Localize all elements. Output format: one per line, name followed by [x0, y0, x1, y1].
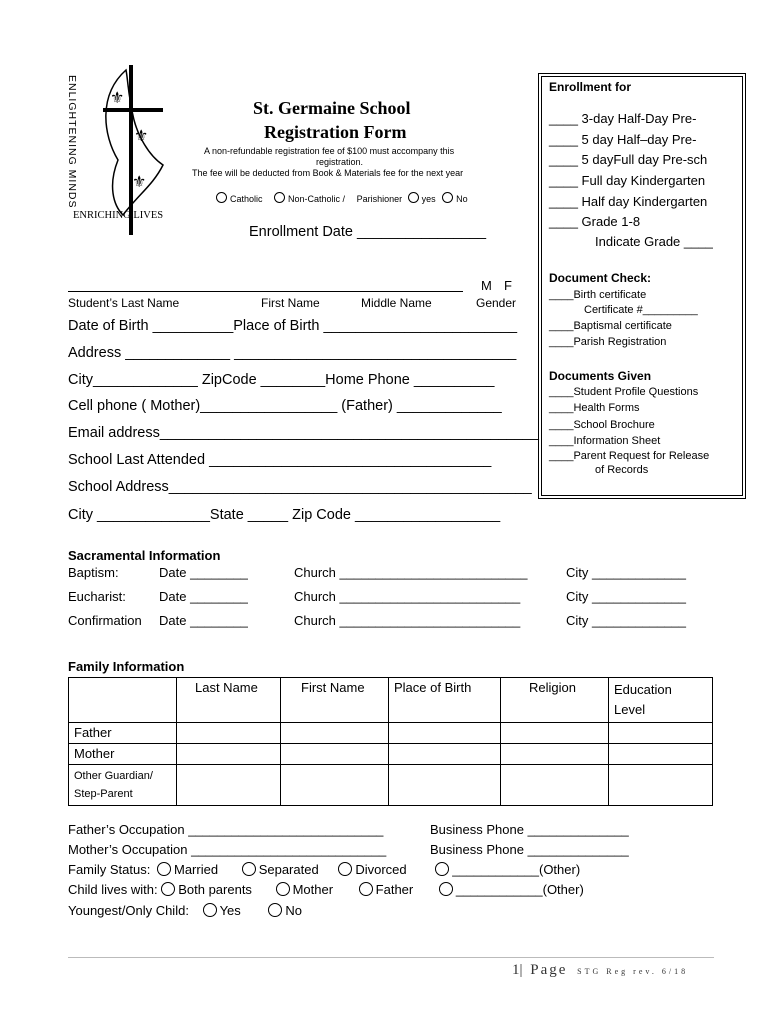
sacrament-city-field[interactable]: City _____________ — [566, 613, 686, 628]
doc-given-item[interactable]: ____School Brochure — [549, 419, 655, 431]
parishioner-label: Parishioner — [356, 194, 403, 204]
non-catholic-radio[interactable] — [274, 192, 285, 203]
enrollment-option[interactable]: ____ Full day Kindergarten — [549, 173, 706, 188]
business-phone-field[interactable]: Business Phone ______________ — [430, 822, 629, 837]
sacrament-label: Baptism: — [68, 565, 119, 580]
logo-motto-vertical: ENLIGHTENING MINDS — [66, 75, 78, 209]
fee-notice-line1: A non-refundable registration fee of $100 must accompany this — [204, 146, 455, 156]
youngest-label: Youngest/Only Child: — [68, 903, 189, 918]
parishioner-yes-radio[interactable] — [408, 192, 419, 203]
fathers-occupation-field[interactable]: Father’s Occupation ___________________________ — [68, 822, 384, 837]
youngest-no-radio[interactable] — [268, 903, 282, 917]
table-header-cell: Education Level — [609, 678, 713, 723]
table-header-cell: Place of Birth — [389, 678, 501, 723]
option-label: ____________(Other) — [452, 862, 581, 877]
sacrament-church-field[interactable]: Church _________________________ — [294, 613, 521, 628]
family-status-label: Family Status: — [68, 862, 151, 877]
family-status-row — [68, 862, 580, 877]
other-lives-radio[interactable] — [439, 882, 453, 896]
religion-options — [216, 192, 468, 204]
table-header-cell: First Name — [281, 678, 389, 723]
table-cell[interactable] — [609, 744, 713, 765]
option-label: Father — [375, 882, 414, 897]
enrollment-option[interactable]: ____ Grade 1-8 — [549, 214, 641, 229]
email-field[interactable]: Email address_______________________________________________ — [68, 425, 539, 441]
doc-check-item[interactable]: ____Parish Registration — [549, 336, 667, 348]
document-check-title: Document Check: — [549, 271, 652, 285]
sacrament-church-field[interactable]: Church _________________________ — [294, 589, 521, 604]
doc-given-item-cont: of Records — [595, 464, 649, 476]
catholic-label: Catholic — [230, 194, 263, 204]
student-name-line[interactable] — [68, 291, 463, 292]
table-cell[interactable] — [609, 723, 713, 744]
doc-given-item[interactable]: ____Information Sheet — [549, 435, 661, 447]
youngest-child-row — [68, 903, 302, 918]
option-label: ____________(Other) — [455, 882, 584, 897]
student-last-name-label: Student’s Last Name — [68, 296, 180, 310]
gender-m[interactable]: M — [481, 278, 492, 293]
date-of-birth-field[interactable]: Date of Birth __________Place of Birth ________________________ — [68, 318, 518, 334]
table-cell[interactable] — [177, 765, 281, 806]
table-cell[interactable] — [501, 723, 609, 744]
sacrament-date-field[interactable]: Date ________ — [159, 565, 248, 580]
non-catholic-label: Non-Catholic / — [288, 194, 346, 204]
documents-given-title: Documents Given — [549, 369, 652, 383]
doc-given-item[interactable]: ____Parent Request for Release — [549, 450, 710, 462]
first-name-label: First Name — [261, 296, 320, 310]
sacrament-church-field[interactable]: Church __________________________ — [294, 565, 528, 580]
catholic-radio[interactable] — [216, 192, 227, 203]
enrollment-option[interactable]: ____ 3-day Half-Day Pre- — [549, 111, 697, 126]
table-cell[interactable] — [177, 744, 281, 765]
option-label: Married — [173, 862, 219, 877]
enrollment-for-title: Enrollment for — [549, 80, 632, 94]
logo-motto-bottom: ENRICHING LIVES — [73, 210, 164, 221]
both-parents-radio[interactable] — [161, 882, 175, 896]
footer-divider — [68, 957, 714, 958]
certificate-number-field[interactable]: Certificate #_________ — [584, 304, 698, 316]
table-header-cell: Last Name — [177, 678, 281, 723]
city-zip-phone-field[interactable]: City_____________ ZipCode ________Home Phone __________ — [68, 372, 495, 388]
school-last-attended-field[interactable]: School Last Attended ___________________________________ — [68, 452, 492, 468]
table-cell[interactable] — [177, 723, 281, 744]
fee-notice-line3: The fee will be deducted from Book & Materials fee for the next year — [192, 168, 464, 178]
city-state-zip-field[interactable]: City ______________State _____ Zip Code __________________ — [68, 507, 501, 523]
business-phone-field[interactable]: Business Phone ______________ — [430, 842, 629, 857]
option-label: Mother — [292, 882, 334, 897]
address-field[interactable]: Address _____________ ___________________________________ — [68, 345, 517, 361]
parishioner-yes-label: yes — [421, 194, 436, 204]
row-label: Mother — [69, 744, 177, 765]
enrollment-option[interactable]: ____ Half day Kindergarten — [549, 194, 708, 209]
doc-given-item[interactable]: ____Student Profile Questions — [549, 386, 699, 398]
option-label: Separated — [258, 862, 319, 877]
other-status-radio[interactable] — [435, 862, 449, 876]
table-row — [69, 723, 713, 744]
divorced-radio[interactable] — [338, 862, 352, 876]
child-lives-row — [68, 882, 584, 897]
option-label: Yes — [219, 903, 241, 918]
table-cell[interactable] — [281, 744, 389, 765]
doc-check-item[interactable]: ____Birth certificate — [549, 289, 647, 301]
svg-text:⚜: ⚜ — [132, 172, 147, 191]
sacrament-label: Eucharist: — [68, 589, 126, 604]
parishioner-no-label: No — [456, 194, 468, 204]
table-cell[interactable] — [281, 723, 389, 744]
form-title: Registration Form — [264, 122, 407, 142]
row-label: Other Guardian/ Step-Parent — [69, 765, 177, 806]
child-lives-label: Child lives with: — [68, 882, 158, 897]
table-cell[interactable] — [501, 744, 609, 765]
table-cell[interactable] — [389, 723, 501, 744]
father-radio[interactable] — [359, 882, 373, 896]
table-cell[interactable] — [389, 744, 501, 765]
table-header-row — [69, 678, 713, 723]
cell-phone-field[interactable]: Cell phone ( Mother)_________________ (Father) _____________ — [68, 398, 502, 414]
page-footer — [512, 962, 688, 979]
table-row — [69, 744, 713, 765]
table-cell[interactable] — [501, 765, 609, 806]
table-cell[interactable] — [609, 765, 713, 806]
mother-radio[interactable] — [276, 882, 290, 896]
option-label: No — [285, 903, 303, 918]
svg-text:⚜: ⚜ — [134, 126, 149, 145]
indicate-grade-field[interactable]: Indicate Grade ____ — [595, 234, 713, 249]
table-header-cell: Religion — [501, 678, 609, 723]
sacrament-city-field[interactable]: City _____________ — [566, 565, 686, 580]
fee-notice-line2: registration. — [316, 157, 364, 167]
school-logo — [68, 65, 178, 240]
svg-text:⚜: ⚜ — [110, 88, 125, 107]
doc-given-item[interactable]: ____Health Forms — [549, 402, 640, 414]
table-cell[interactable] — [281, 765, 389, 806]
sacramental-title: Sacramental Information — [68, 548, 221, 563]
page-word: | Page — [519, 962, 568, 978]
mothers-occupation-field[interactable]: Mother’s Occupation ___________________________ — [68, 842, 387, 857]
gender-label: Gender — [476, 296, 517, 310]
table-cell[interactable] — [389, 765, 501, 806]
family-info-title: Family Information — [68, 659, 185, 674]
enrollment-option[interactable]: ____ 5 dayFull day Pre-sch — [549, 152, 708, 167]
parishioner-no-radio[interactable] — [442, 192, 453, 203]
school-address-field[interactable]: School Address_____________________________________________ — [68, 479, 532, 495]
option-label: Both parents — [178, 882, 252, 897]
option-label: Divorced — [355, 862, 407, 877]
school-name: St. Germaine School — [253, 98, 411, 118]
gender-f[interactable]: F — [504, 278, 512, 293]
sacrament-city-field[interactable]: City _____________ — [566, 589, 686, 604]
middle-name-label: Middle Name — [361, 296, 432, 310]
separated-radio[interactable] — [242, 862, 256, 876]
table-row — [69, 765, 713, 806]
married-radio[interactable] — [157, 862, 171, 876]
row-label: Father — [69, 723, 177, 744]
page-number: 1 — [512, 962, 520, 978]
revision-label: STG Reg rev. 6/18 — [577, 967, 689, 976]
sacrament-date-field[interactable]: Date ________ — [159, 613, 248, 628]
sacrament-date-field[interactable]: Date ________ — [159, 589, 248, 604]
doc-check-item[interactable]: ____Baptismal certificate — [549, 320, 672, 332]
sacrament-label: Confirmation — [68, 613, 142, 628]
table-header-cell — [69, 678, 177, 723]
enrollment-option[interactable]: ____ 5 day Half–day Pre- — [549, 132, 697, 147]
family-table — [68, 677, 713, 806]
youngest-yes-radio[interactable] — [203, 903, 217, 917]
enrollment-date-field[interactable]: Enrollment Date ________________ — [249, 224, 487, 240]
